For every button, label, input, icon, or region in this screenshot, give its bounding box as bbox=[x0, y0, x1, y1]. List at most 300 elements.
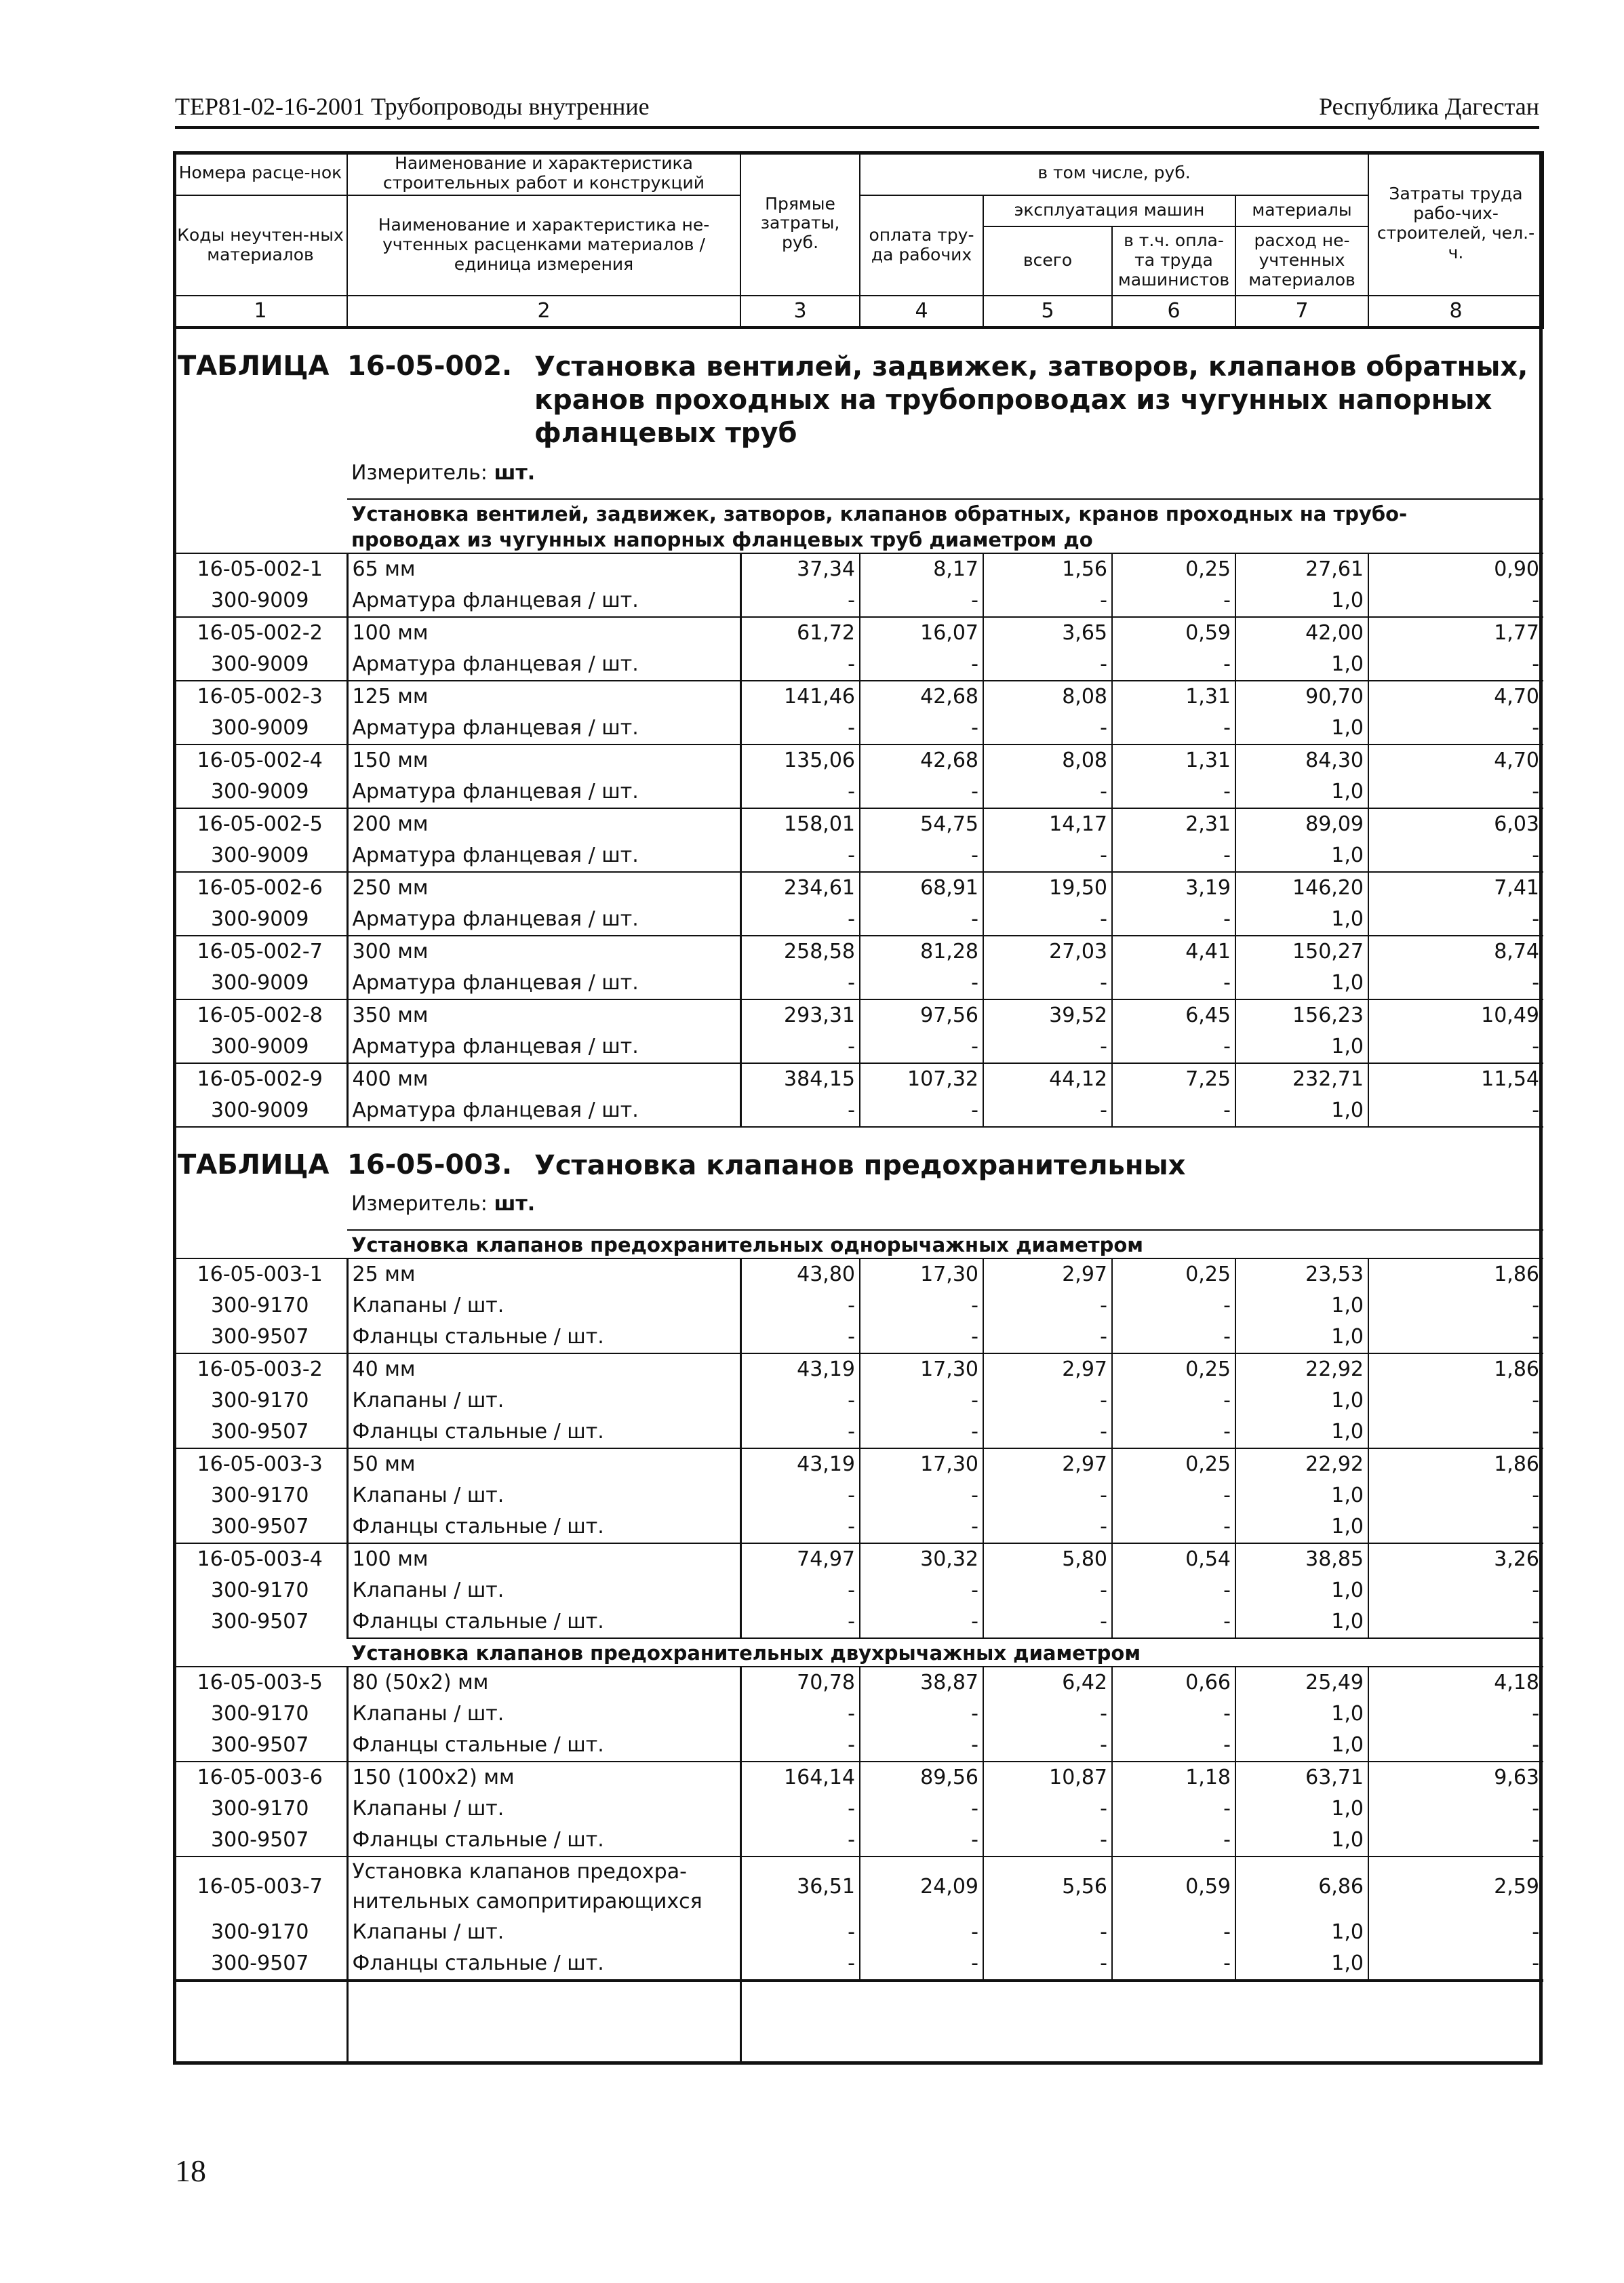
value-cell: - bbox=[983, 1416, 1112, 1448]
section-spacer bbox=[174, 1638, 347, 1667]
value-cell: - bbox=[1112, 1699, 1235, 1730]
value-cell: - bbox=[740, 1825, 860, 1857]
value-cell: 0,59 bbox=[1112, 617, 1235, 649]
value-cell: 4,41 bbox=[1112, 936, 1235, 968]
rate-name: 100 мм bbox=[347, 617, 740, 649]
section-spacer bbox=[174, 1230, 347, 1258]
material-name: Арматура фланцевая / шт. bbox=[347, 840, 740, 872]
value-cell: 6,03 bbox=[1368, 808, 1543, 840]
rate-name: 400 мм bbox=[347, 1063, 740, 1095]
value-cell: - bbox=[983, 1095, 1112, 1127]
value-cell: 146,20 bbox=[1235, 872, 1368, 904]
material-row bbox=[174, 1416, 1543, 1448]
unit-of-measure bbox=[351, 461, 535, 485]
value-cell: - bbox=[1112, 1322, 1235, 1353]
value-cell: 3,19 bbox=[1112, 872, 1235, 904]
header-machines: эксплуатация машин bbox=[983, 195, 1235, 226]
document-title: ТЕР81-02-16-2001 Трубопроводы внутренние bbox=[175, 93, 650, 120]
value-cell: - bbox=[1532, 588, 1540, 612]
material-code: 300-9507 bbox=[174, 1322, 347, 1353]
value-cell: - bbox=[860, 1948, 983, 1981]
column-number: 7 bbox=[1235, 296, 1368, 327]
material-name: Клапаны / шт. bbox=[347, 1480, 740, 1511]
rate-row bbox=[174, 1258, 1543, 1290]
header-worker-pay: оплата тру-да рабочих bbox=[860, 195, 983, 296]
material-name: Фланцы стальные / шт. bbox=[347, 1730, 740, 1762]
rate-name: 350 мм bbox=[347, 999, 740, 1031]
value-cell: 1,0 bbox=[1235, 1416, 1368, 1448]
value-cell: - bbox=[983, 1825, 1112, 1857]
unit-of-measure bbox=[351, 1192, 535, 1216]
value-cell: - bbox=[1112, 1511, 1235, 1543]
unit-value: шт. bbox=[494, 460, 536, 485]
rate-name: 150 (100х2) мм bbox=[347, 1762, 740, 1793]
value-cell: 1,56 bbox=[983, 553, 1112, 585]
value-cell: - bbox=[1112, 1917, 1235, 1948]
value-cell: 4,70 bbox=[1368, 745, 1543, 776]
table-title-row bbox=[174, 327, 1543, 499]
rate-row bbox=[174, 936, 1543, 968]
value-cell: - bbox=[1532, 1034, 1540, 1058]
rate-row bbox=[174, 745, 1543, 776]
value-cell: 8,08 bbox=[983, 745, 1112, 776]
value-cell: 27,03 bbox=[983, 936, 1112, 968]
value-cell: 39,52 bbox=[983, 999, 1112, 1031]
value-cell: - bbox=[1112, 1793, 1235, 1825]
value-cell: 293,31 bbox=[740, 999, 860, 1031]
value-cell: - bbox=[860, 713, 983, 745]
material-row bbox=[174, 1322, 1543, 1353]
table-title-line: Установка клапанов предохранительных bbox=[534, 1149, 1186, 1181]
value-cell: - bbox=[740, 968, 860, 999]
section-heading-row bbox=[174, 1230, 1543, 1258]
material-name: Клапаны / шт. bbox=[347, 1385, 740, 1416]
empty-cell bbox=[347, 1981, 740, 2065]
material-name: Арматура фланцевая / шт. bbox=[347, 968, 740, 999]
value-cell: 0,66 bbox=[1112, 1667, 1235, 1699]
value-cell: - bbox=[1532, 1827, 1540, 1852]
rate-name: 25 мм bbox=[347, 1258, 740, 1290]
rate-name: 125 мм bbox=[347, 681, 740, 713]
material-code: 300-9009 bbox=[174, 713, 347, 745]
value-cell: - bbox=[1112, 1730, 1235, 1762]
value-cell: 1,0 bbox=[1235, 776, 1368, 808]
section-line: Установка вентилей, задвижек, затворов, клапанов обратных, кранов проходных на трубо- bbox=[351, 502, 1408, 525]
value-cell: - bbox=[1532, 715, 1540, 740]
value-cell: 1,0 bbox=[1235, 1699, 1368, 1730]
header-rate-numbers: Номера расце-нок bbox=[174, 152, 347, 195]
region-name: Республика Дагестан bbox=[1319, 93, 1539, 120]
value-cell: 1,0 bbox=[1235, 585, 1368, 617]
rate-name: 300 мм bbox=[347, 936, 740, 968]
rate-code: 16-05-002-1 bbox=[174, 553, 347, 585]
value-cell: - bbox=[860, 1511, 983, 1543]
column-numbers-row bbox=[174, 296, 1543, 327]
value-cell: - bbox=[1532, 1609, 1540, 1633]
value-cell: - bbox=[1112, 1385, 1235, 1416]
value-cell: - bbox=[1532, 1293, 1540, 1317]
value-cell: 63,71 bbox=[1235, 1762, 1368, 1793]
material-row bbox=[174, 1917, 1543, 1948]
value-cell: - bbox=[1532, 1419, 1540, 1444]
value-cell: - bbox=[1112, 1948, 1235, 1981]
value-cell: - bbox=[740, 1699, 860, 1730]
section-heading bbox=[347, 499, 1543, 553]
value-cell: 0,25 bbox=[1112, 553, 1235, 585]
rate-row bbox=[174, 1448, 1543, 1480]
value-cell: - bbox=[860, 649, 983, 681]
value-cell: - bbox=[983, 1948, 1112, 1981]
value-cell: - bbox=[983, 1730, 1112, 1762]
unit-label: Измеритель: bbox=[351, 460, 488, 485]
value-cell: 89,09 bbox=[1235, 808, 1368, 840]
value-cell: 14,17 bbox=[983, 808, 1112, 840]
value-cell: - bbox=[860, 1699, 983, 1730]
value-cell: 7,41 bbox=[1368, 872, 1543, 904]
rate-code: 16-05-002-7 bbox=[174, 936, 347, 968]
material-row bbox=[174, 1793, 1543, 1825]
header-machines-total: всего bbox=[983, 226, 1112, 296]
value-cell: - bbox=[860, 904, 983, 936]
value-cell: - bbox=[860, 1385, 983, 1416]
section-heading-row bbox=[174, 499, 1543, 553]
unit-label: Измеритель: bbox=[351, 1191, 488, 1216]
value-cell: 1,0 bbox=[1235, 1031, 1368, 1063]
rate-name: 150 мм bbox=[347, 745, 740, 776]
value-cell: 135,06 bbox=[740, 745, 860, 776]
rate-name: 50 мм bbox=[347, 1448, 740, 1480]
value-cell: - bbox=[740, 840, 860, 872]
table-title-cell bbox=[174, 1127, 1543, 1230]
rate-code: 16-05-002-2 bbox=[174, 617, 347, 649]
material-code: 300-9009 bbox=[174, 585, 347, 617]
value-cell: 2,97 bbox=[983, 1258, 1112, 1290]
table-title-cell bbox=[174, 327, 1543, 499]
material-row bbox=[174, 1095, 1543, 1127]
value-cell: 1,0 bbox=[1235, 1730, 1368, 1762]
material-code: 300-9507 bbox=[174, 1606, 347, 1638]
value-cell: - bbox=[740, 1322, 860, 1353]
value-cell: - bbox=[740, 904, 860, 936]
value-cell: - bbox=[983, 1575, 1112, 1606]
value-cell: 27,61 bbox=[1235, 553, 1368, 585]
value-cell: 1,0 bbox=[1235, 1480, 1368, 1511]
value-cell: 8,74 bbox=[1368, 936, 1543, 968]
value-cell: - bbox=[860, 1290, 983, 1322]
value-cell: 43,80 bbox=[740, 1258, 860, 1290]
rate-row bbox=[174, 808, 1543, 840]
rate-name: 250 мм bbox=[347, 872, 740, 904]
header-operator-pay: в т.ч. опла-та труда машинистов bbox=[1112, 226, 1235, 296]
material-row bbox=[174, 1730, 1543, 1762]
value-cell: - bbox=[860, 840, 983, 872]
rate-row bbox=[174, 1353, 1543, 1385]
section-heading: Установка клапанов предохранительных однорычажных диаметром bbox=[347, 1230, 1543, 1258]
rate-code: 16-05-003-7 bbox=[174, 1857, 347, 1917]
value-cell: - bbox=[740, 776, 860, 808]
value-cell: 44,12 bbox=[983, 1063, 1112, 1095]
value-cell: 1,0 bbox=[1235, 840, 1368, 872]
rate-name: 65 мм bbox=[347, 553, 740, 585]
value-cell: 0,59 bbox=[1112, 1857, 1235, 1917]
value-cell: - bbox=[1532, 843, 1540, 867]
value-cell: 5,56 bbox=[983, 1857, 1112, 1917]
value-cell: 150,27 bbox=[1235, 936, 1368, 968]
value-cell: 232,71 bbox=[1235, 1063, 1368, 1095]
value-cell: - bbox=[740, 1416, 860, 1448]
value-cell: - bbox=[983, 968, 1112, 999]
material-name: Клапаны / шт. bbox=[347, 1575, 740, 1606]
material-name: Фланцы стальные / шт. bbox=[347, 1322, 740, 1353]
value-cell: 8,08 bbox=[983, 681, 1112, 713]
value-cell: - bbox=[983, 1699, 1112, 1730]
value-cell: 2,97 bbox=[983, 1353, 1112, 1385]
value-cell: - bbox=[860, 1793, 983, 1825]
rate-name: 200 мм bbox=[347, 808, 740, 840]
price-table-body bbox=[174, 152, 1543, 2065]
value-cell: 17,30 bbox=[860, 1448, 983, 1480]
value-cell: 42,00 bbox=[1235, 617, 1368, 649]
section-heading: Установка клапанов предохранительных двухрычажных диаметром bbox=[347, 1638, 1543, 1667]
material-row bbox=[174, 776, 1543, 808]
value-cell: 4,70 bbox=[1368, 681, 1543, 713]
material-code: 300-9507 bbox=[174, 1730, 347, 1762]
value-cell: - bbox=[1532, 1578, 1540, 1602]
material-name: Фланцы стальные / шт. bbox=[347, 1606, 740, 1638]
material-row bbox=[174, 585, 1543, 617]
material-code: 300-9009 bbox=[174, 1095, 347, 1127]
material-row bbox=[174, 840, 1543, 872]
value-cell: 1,18 bbox=[1112, 1762, 1235, 1793]
table-label: ТАБЛИЦА bbox=[178, 1149, 330, 1180]
value-cell: - bbox=[860, 1575, 983, 1606]
material-name: Арматура фланцевая / шт. bbox=[347, 776, 740, 808]
value-cell: 90,70 bbox=[1235, 681, 1368, 713]
value-cell: 1,0 bbox=[1235, 1606, 1368, 1638]
value-cell: - bbox=[1532, 1514, 1540, 1538]
value-cell: 3,65 bbox=[983, 617, 1112, 649]
value-cell: - bbox=[983, 1031, 1112, 1063]
section-line: проводах из чугунных напорных фланцевых труб диаметром до bbox=[351, 528, 1093, 551]
material-row bbox=[174, 1699, 1543, 1730]
material-row bbox=[174, 904, 1543, 936]
value-cell: - bbox=[740, 713, 860, 745]
rate-name: 100 мм bbox=[347, 1543, 740, 1575]
rate-row bbox=[174, 1543, 1543, 1575]
empty-cell bbox=[174, 1981, 347, 2065]
value-cell: 1,0 bbox=[1235, 1385, 1368, 1416]
value-cell: - bbox=[860, 1322, 983, 1353]
material-row bbox=[174, 1480, 1543, 1511]
value-cell: 164,14 bbox=[740, 1762, 860, 1793]
material-code: 300-9170 bbox=[174, 1699, 347, 1730]
value-cell: - bbox=[1112, 1290, 1235, 1322]
value-cell: - bbox=[860, 1606, 983, 1638]
table-title-block bbox=[174, 1128, 1543, 1229]
rate-code: 16-05-003-1 bbox=[174, 1258, 347, 1290]
value-cell: 2,59 bbox=[1368, 1857, 1543, 1917]
material-code: 300-9507 bbox=[174, 1825, 347, 1857]
value-cell: 1,0 bbox=[1235, 649, 1368, 681]
column-number: 1 bbox=[174, 296, 347, 327]
value-cell: - bbox=[1112, 1825, 1235, 1857]
value-cell: - bbox=[1532, 1483, 1540, 1507]
value-cell: 38,87 bbox=[860, 1667, 983, 1699]
material-row bbox=[174, 1031, 1543, 1063]
rate-row bbox=[174, 1063, 1543, 1095]
running-head bbox=[175, 88, 1539, 129]
section-heading-row bbox=[174, 1638, 1543, 1667]
rate-row bbox=[174, 617, 1543, 649]
material-name: Клапаны / шт. bbox=[347, 1699, 740, 1730]
value-cell: 42,68 bbox=[860, 681, 983, 713]
rate-code: 16-05-002-4 bbox=[174, 745, 347, 776]
value-cell: - bbox=[1532, 907, 1540, 931]
material-name: Клапаны / шт. bbox=[347, 1917, 740, 1948]
value-cell: 30,32 bbox=[860, 1543, 983, 1575]
rate-code: 16-05-003-4 bbox=[174, 1543, 347, 1575]
material-code: 300-9507 bbox=[174, 1416, 347, 1448]
rate-row bbox=[174, 872, 1543, 904]
value-cell: - bbox=[740, 1917, 860, 1948]
value-cell: - bbox=[983, 904, 1112, 936]
value-cell: 81,28 bbox=[860, 936, 983, 968]
value-cell: 1,0 bbox=[1235, 1095, 1368, 1127]
value-cell: 0,25 bbox=[1112, 1353, 1235, 1385]
value-cell: - bbox=[1532, 652, 1540, 676]
header-direct-costs: Прямые затраты, руб. bbox=[740, 152, 860, 296]
rate-code: 16-05-002-9 bbox=[174, 1063, 347, 1095]
table-label: ТАБЛИЦА bbox=[178, 350, 330, 382]
value-cell: 1,0 bbox=[1235, 1511, 1368, 1543]
value-cell: - bbox=[983, 1385, 1112, 1416]
value-cell: - bbox=[983, 1793, 1112, 1825]
value-cell: 5,80 bbox=[983, 1543, 1112, 1575]
value-cell: - bbox=[860, 585, 983, 617]
value-cell: 22,92 bbox=[1235, 1353, 1368, 1385]
value-cell: - bbox=[1532, 970, 1540, 995]
value-cell: 1,0 bbox=[1235, 713, 1368, 745]
material-code: 300-9170 bbox=[174, 1917, 347, 1948]
value-cell: 1,0 bbox=[1235, 1948, 1368, 1981]
value-cell: - bbox=[1112, 1575, 1235, 1606]
value-cell: 0,54 bbox=[1112, 1543, 1235, 1575]
value-cell: 1,0 bbox=[1235, 1793, 1368, 1825]
value-cell: - bbox=[1112, 1416, 1235, 1448]
material-name: Фланцы стальные / шт. bbox=[347, 1511, 740, 1543]
value-cell: - bbox=[1532, 1388, 1540, 1412]
value-cell: 1,86 bbox=[1368, 1448, 1543, 1480]
material-name: Фланцы стальные / шт. bbox=[347, 1825, 740, 1857]
value-cell: 38,85 bbox=[1235, 1543, 1368, 1575]
value-cell: - bbox=[740, 585, 860, 617]
value-cell: 1,31 bbox=[1112, 681, 1235, 713]
material-row bbox=[174, 649, 1543, 681]
value-cell: 17,30 bbox=[860, 1353, 983, 1385]
value-cell: - bbox=[1532, 1951, 1540, 1975]
material-code: 300-9009 bbox=[174, 1031, 347, 1063]
value-cell: - bbox=[740, 1385, 860, 1416]
column-number: 2 bbox=[347, 296, 740, 327]
section-spacer bbox=[174, 499, 347, 553]
value-cell: 97,56 bbox=[860, 999, 983, 1031]
rate-name: 40 мм bbox=[347, 1353, 740, 1385]
header-labor-costs: Затраты труда рабо-чих-строителей, чел.-ч. bbox=[1368, 152, 1543, 296]
value-cell: - bbox=[1532, 1324, 1540, 1349]
material-name: Арматура фланцевая / шт. bbox=[347, 585, 740, 617]
value-cell: 1,31 bbox=[1112, 745, 1235, 776]
value-cell: 11,54 bbox=[1368, 1063, 1543, 1095]
value-cell: 43,19 bbox=[740, 1448, 860, 1480]
value-cell: - bbox=[860, 1416, 983, 1448]
value-cell: - bbox=[983, 1480, 1112, 1511]
value-cell: - bbox=[983, 649, 1112, 681]
header-unaccounted-materials: расход не-учтенных материалов bbox=[1235, 226, 1368, 296]
rate-name: Установка клапанов предохра-нительных самопритирающихся bbox=[347, 1857, 740, 1917]
value-cell: 2,31 bbox=[1112, 808, 1235, 840]
value-cell: - bbox=[1112, 585, 1235, 617]
value-cell: - bbox=[860, 1825, 983, 1857]
material-row bbox=[174, 1575, 1543, 1606]
value-cell: - bbox=[860, 1730, 983, 1762]
value-cell: 8,17 bbox=[860, 553, 983, 585]
material-name: Арматура фланцевая / шт. bbox=[347, 1095, 740, 1127]
value-cell: - bbox=[860, 1917, 983, 1948]
value-cell: - bbox=[1112, 713, 1235, 745]
value-cell: 6,86 bbox=[1235, 1857, 1368, 1917]
rate-code: 16-05-002-5 bbox=[174, 808, 347, 840]
material-row bbox=[174, 713, 1543, 745]
value-cell: 3,26 bbox=[1368, 1543, 1543, 1575]
column-number: 4 bbox=[860, 296, 983, 327]
rate-code: 16-05-003-3 bbox=[174, 1448, 347, 1480]
value-cell: - bbox=[1112, 1031, 1235, 1063]
value-cell: - bbox=[740, 1793, 860, 1825]
value-cell: 0,25 bbox=[1112, 1258, 1235, 1290]
value-cell: 70,78 bbox=[740, 1667, 860, 1699]
value-cell: - bbox=[740, 649, 860, 681]
material-name: Арматура фланцевая / шт. bbox=[347, 1031, 740, 1063]
material-row bbox=[174, 1606, 1543, 1638]
material-row bbox=[174, 968, 1543, 999]
unit-value: шт. bbox=[494, 1191, 536, 1216]
value-cell: 74,97 bbox=[740, 1543, 860, 1575]
value-cell: - bbox=[983, 1917, 1112, 1948]
value-cell: - bbox=[1112, 1606, 1235, 1638]
rate-row bbox=[174, 1667, 1543, 1699]
rate-row bbox=[174, 1857, 1543, 1917]
rate-code: 16-05-003-5 bbox=[174, 1667, 347, 1699]
value-cell: 6,42 bbox=[983, 1667, 1112, 1699]
value-cell: 24,09 bbox=[860, 1857, 983, 1917]
value-cell: 89,56 bbox=[860, 1762, 983, 1793]
value-cell: - bbox=[983, 585, 1112, 617]
value-cell: 158,01 bbox=[740, 808, 860, 840]
value-cell: 1,0 bbox=[1235, 1322, 1368, 1353]
material-name: Фланцы стальные / шт. bbox=[347, 1416, 740, 1448]
material-code: 300-9507 bbox=[174, 1948, 347, 1981]
value-cell: - bbox=[860, 1480, 983, 1511]
value-cell: 84,30 bbox=[1235, 745, 1368, 776]
header-materials: материалы bbox=[1235, 195, 1368, 226]
column-number: 3 bbox=[740, 296, 860, 327]
value-cell: - bbox=[983, 1606, 1112, 1638]
value-cell: 4,18 bbox=[1368, 1667, 1543, 1699]
value-cell: 0,90 bbox=[1368, 553, 1543, 585]
value-cell: - bbox=[1112, 776, 1235, 808]
material-name: Клапаны / шт. bbox=[347, 1290, 740, 1322]
value-cell: 23,53 bbox=[1235, 1258, 1368, 1290]
